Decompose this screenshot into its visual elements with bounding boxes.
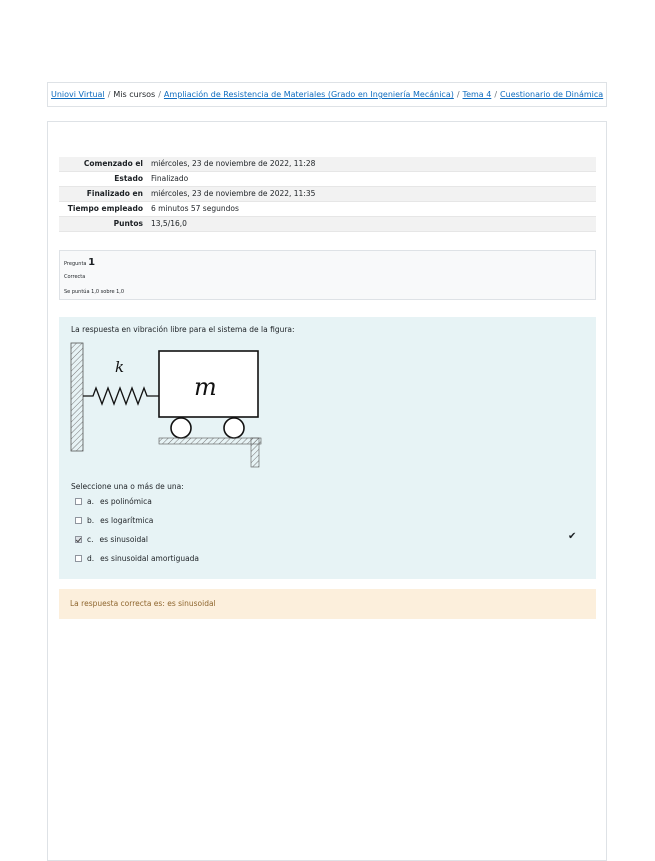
wheel-right xyxy=(224,418,244,438)
answer-prompt: Seleccione una o más de una: xyxy=(71,482,184,491)
option-b-checkbox[interactable] xyxy=(75,517,82,524)
option-letter: c. xyxy=(87,535,94,544)
question-formulation xyxy=(59,317,596,579)
attempt-summary-table xyxy=(59,157,596,232)
breadcrumb-separator: / xyxy=(107,90,111,99)
breadcrumb-my-courses: Mis cursos xyxy=(113,90,156,99)
spring-label: k xyxy=(115,358,125,376)
question-grade: Se puntúa 1,0 sobre 1,0 xyxy=(64,289,125,295)
wheel-left xyxy=(171,418,191,438)
summary-value: 13,5/16,0 xyxy=(151,219,187,228)
summary-row-started xyxy=(59,157,596,172)
wall-support xyxy=(71,343,83,451)
summary-label: Comenzado el xyxy=(83,159,143,168)
summary-value: Finalizado xyxy=(151,174,189,183)
question-number xyxy=(64,257,95,268)
summary-label: Tiempo empleado xyxy=(67,204,143,213)
check-icon: ✔ xyxy=(568,531,577,542)
option-letter: d. xyxy=(87,554,95,563)
summary-row-state xyxy=(59,172,596,187)
floor xyxy=(159,438,261,444)
option-c[interactable] xyxy=(75,535,148,544)
correct-answer-feedback: La respuesta correcta es: es sinusoidal xyxy=(59,589,596,619)
question-state: Correcta xyxy=(64,274,86,280)
question-info-box xyxy=(59,250,596,300)
option-letter: a. xyxy=(87,497,94,506)
option-a-checkbox[interactable] xyxy=(75,498,82,505)
floor-stop xyxy=(251,438,259,467)
option-d-checkbox[interactable] xyxy=(75,555,82,562)
option-b[interactable] xyxy=(75,516,153,525)
summary-value: miércoles, 23 de noviembre de 2022, 11:28 xyxy=(151,159,316,168)
breadcrumb-separator: / xyxy=(456,90,460,99)
summary-row-time-taken xyxy=(59,202,596,217)
breadcrumb-quiz-link[interactable]: Cuestionario de Dinámica xyxy=(500,90,604,99)
option-label: es polinómica xyxy=(99,497,152,506)
option-label: es sinusoidal xyxy=(99,535,148,544)
breadcrumb-home-link[interactable]: Uniovi Virtual xyxy=(51,90,105,99)
summary-value: miércoles, 23 de noviembre de 2022, 11:35 xyxy=(151,189,316,198)
option-a[interactable] xyxy=(75,497,152,506)
summary-row-grade xyxy=(59,217,596,232)
option-d[interactable] xyxy=(75,554,199,563)
summary-label: Finalizado en xyxy=(86,189,143,198)
breadcrumb-topic-link[interactable]: Tema 4 xyxy=(462,90,492,99)
question-number-value: 1 xyxy=(88,257,96,268)
summary-label: Estado xyxy=(114,174,143,183)
option-label: es logarítmica xyxy=(100,516,154,525)
mass-label: m xyxy=(194,373,217,401)
breadcrumb xyxy=(47,82,607,107)
summary-value: 6 minutos 57 segundos xyxy=(151,204,239,213)
spring xyxy=(83,388,159,404)
option-label: es sinusoidal amortiguada xyxy=(100,554,200,563)
option-c-checkbox[interactable] xyxy=(75,536,82,543)
summary-label: Puntos xyxy=(113,219,143,228)
question-number-prefix: Pregunta xyxy=(64,261,87,267)
option-letter: b. xyxy=(87,516,95,525)
breadcrumb-course-link[interactable]: Ampliación de Resistencia de Materiales (Grado en Ingeniería Mecánica) xyxy=(163,90,454,99)
summary-row-finished xyxy=(59,187,596,202)
breadcrumb-separator: / xyxy=(158,90,161,99)
breadcrumb-separator: / xyxy=(494,90,498,99)
spring-mass-figure xyxy=(69,339,269,469)
question-text: La respuesta en vibración libre para el sistema de la figura: xyxy=(71,325,295,334)
